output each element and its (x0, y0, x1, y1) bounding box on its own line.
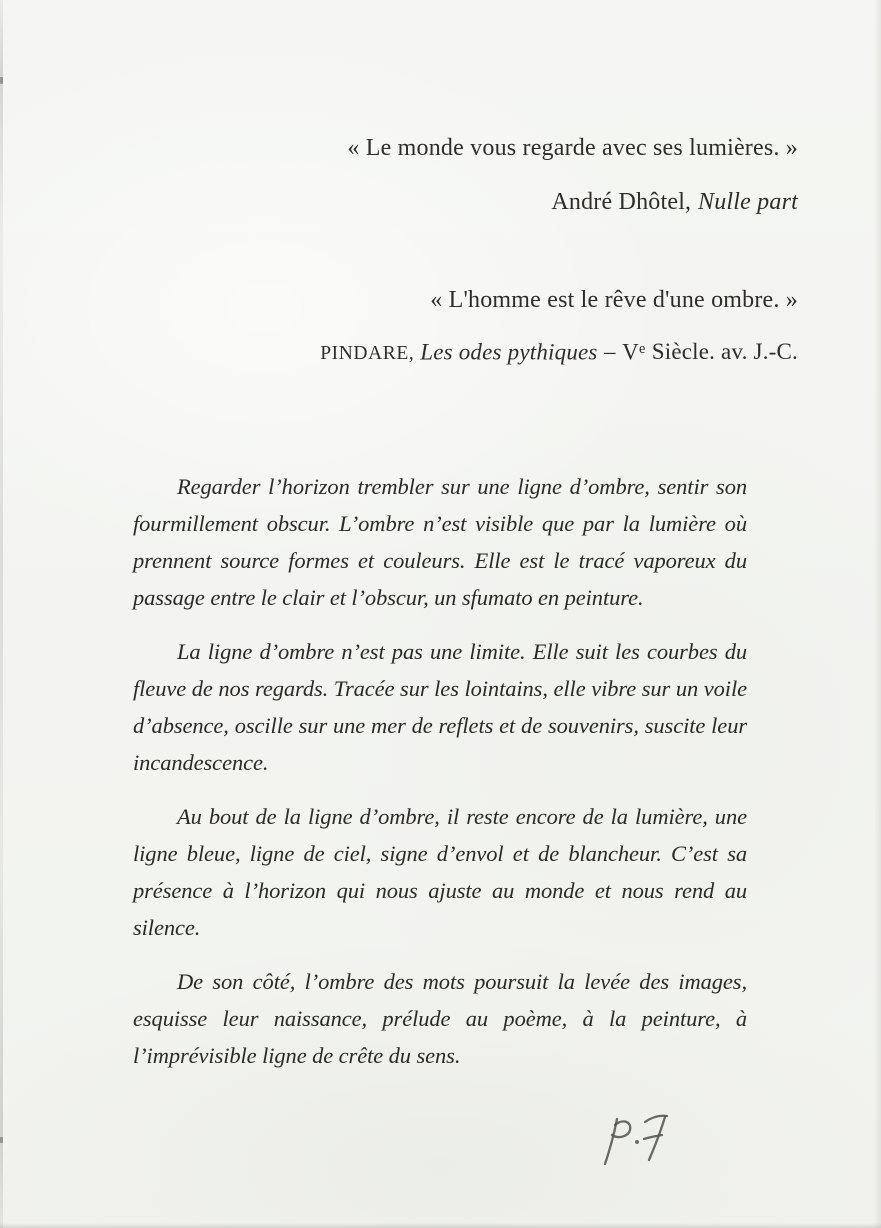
epigraph-quote-dhotel: « Le monde vous regarde avec ses lumières. » (347, 135, 798, 161)
dash: – (604, 339, 616, 365)
century-numeral: V (622, 339, 639, 365)
scan-edge-left (0, 0, 3, 1228)
body-text (133, 468, 747, 1074)
handwritten-page-number (585, 1106, 685, 1178)
epigraph-attribution-pindare (100, 334, 798, 369)
paragraph-2: La ligne d’ombre n’est pas une limite. Elle suit les courbes du fleuve de nos regards. Tracée sur les lointains, elle vibre sur un voile d’absence, oscille sur une mer de reflets et de souvenirs, suscite leur incandescence. (133, 639, 747, 775)
paragraph-4: De son côté, l’ombre des mots poursuit la levée des images, esquisse leur naissance, prélude au poème, à la peinture, à l’imprévisible ligne de crête du sens. (133, 969, 747, 1068)
epigraph-quote-pindare: « L'homme est le rêve d'une ombre. » (430, 287, 798, 313)
scan-edge-right (874, 0, 881, 1228)
scan-speck (0, 77, 3, 84)
era-text: Siècle. av. J.-C. (651, 339, 798, 365)
paragraph-1: Regarder l’horizon trembler sur une ligne d’ombre, sentir son fourmillement obscur. L’ombre n’est visible que par la lumière où prennent source formes et couleurs. Elle est le tracé vaporeux du passage entre le clair et l’obscur, un sfumato en peinture. (133, 474, 747, 610)
scan-edge-bottom (0, 1223, 881, 1228)
century-superscript: e (638, 341, 646, 357)
paragraph-3: Au bout de la ligne d’ombre, il reste encore de la lumière, une ligne bleue, ligne de ciel, signe d’envol et de blancheur. C’est sa présence à l’horizon qui nous ajuste au monde et nous rend au silence. (133, 804, 747, 940)
author-name: André Dhôtel, (551, 189, 692, 215)
scan-speck (0, 1137, 3, 1143)
work-title: Les odes pythiques (420, 339, 598, 365)
work-title: Nulle part (697, 189, 798, 215)
epigraph-attribution-dhotel (100, 187, 798, 217)
author-name: PINDARE, (320, 343, 415, 365)
